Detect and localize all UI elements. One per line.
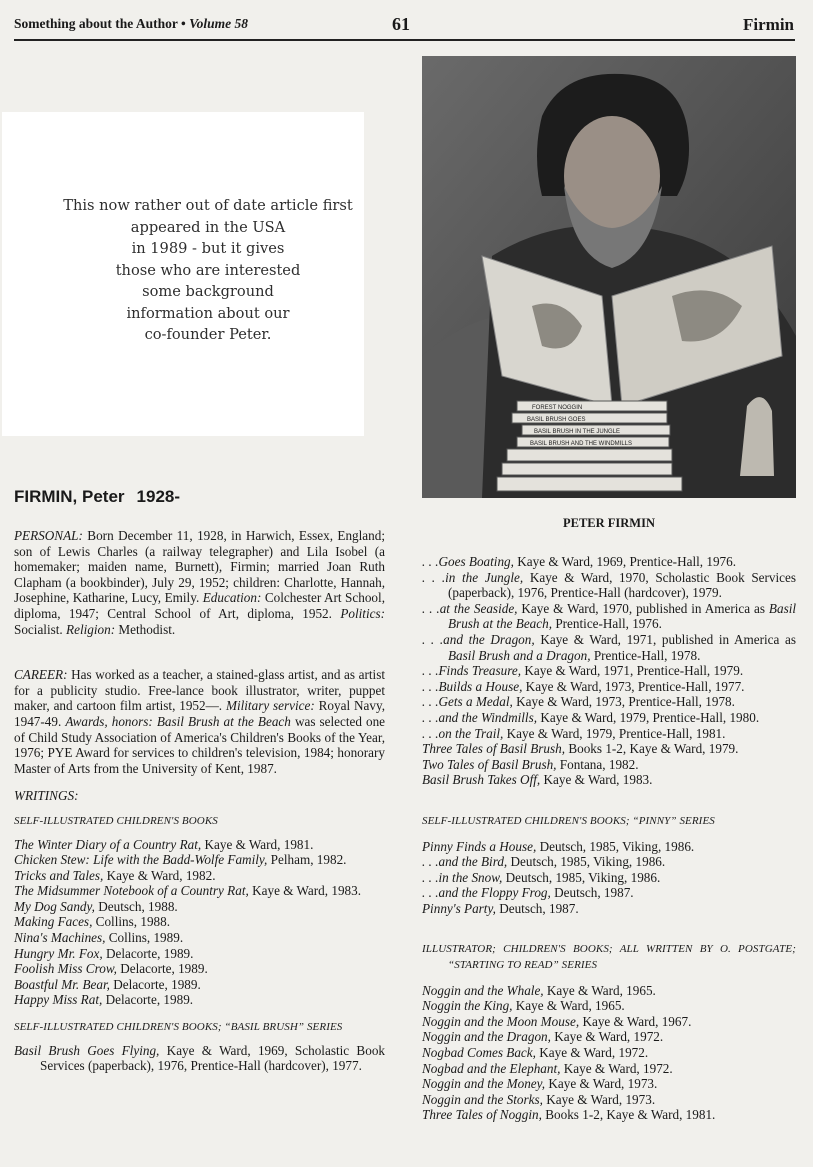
list-item: . . .Goes Boating, Kaye & Ward, 1969, Prentice-Hall, 1976.: [422, 554, 737, 569]
right-column: [422, 554, 796, 1123]
list-item: . . .in the Snow, Deutsch, 1985, Viking, 1986.: [422, 869, 661, 885]
list-item: Noggin and the Money, Kaye & Ward, 1973.: [422, 1076, 658, 1092]
section-heading-pinny: SELF-ILLUSTRATED CHILDREN'S BOOKS; “PINNY” SERIES: [422, 814, 715, 827]
running-header-journal: Something about the Author • Volume 58: [14, 16, 249, 31]
list-item: Foolish Miss Crow, Delacorte, 1989.: [14, 961, 208, 977]
list-item: Basil Brush Takes Off, Kaye & Ward, 1983.: [422, 772, 653, 788]
list-item: Three Tales of Basil Brush, Books 1-2, Kaye & Ward, 1979.: [422, 741, 739, 757]
list-item: . . .in the Jungle, Kaye & Ward, 1970, Scholastic Book Services (paperback), 1976, Prentice-Hall (hardcover), 1979.: [422, 569, 797, 601]
book-spine-3: BASIL BRUSH IN THE JUNGLE: [534, 429, 621, 435]
list-item: Noggin the King, Kaye & Ward, 1965.: [422, 998, 625, 1014]
list-item: Three Tales of Noggin, Books 1-2, Kaye & Ward, 1981.: [422, 1107, 716, 1123]
list-item: . . .and the Bird, Deutsch, 1985, Viking, 1986.: [422, 854, 666, 870]
list-item: . . .and the Floppy Frog, Deutsch, 1987.: [422, 885, 634, 901]
list-item: Two Tales of Basil Brush, Fontana, 1982.: [422, 756, 639, 772]
writings-heading: WRITINGS:: [14, 788, 79, 804]
list-item: . . .at the Seaside, Kaye & Ward, 1970, published in America as Basil Brush at the Beach, Prentice-Hall, 1976.: [422, 600, 797, 632]
list-item: Nina's Machines, Collins, 1989.: [14, 930, 184, 946]
left-column: [14, 528, 385, 1074]
list-item: . . .Finds Treasure, Kaye & Ward, 1971, Prentice-Hall, 1979.: [422, 663, 744, 679]
list-item: . . .Builds a House, Kaye & Ward, 1973, Prentice-Hall, 1977.: [422, 678, 745, 694]
section-heading-basil: SELF-ILLUSTRATED CHILDREN'S BOOKS; “BASIL BRUSH” SERIES: [14, 1021, 343, 1034]
list-item: . . .Gets a Medal, Kaye & Ward, 1973, Prentice-Hall, 1978.: [422, 694, 735, 710]
list-item: Basil Brush Goes Flying, Kaye & Ward, 1969, Scholastic Book Services (paperback), 1976, Prentice-Hall (hardcover), 1977.: [14, 1042, 386, 1074]
list-item: Pinny Finds a House, Deutsch, 1985, Viking, 1986.: [422, 838, 695, 854]
entry-title: FIRMIN, Peter 1928-: [14, 487, 181, 506]
list-item: Boastful Mr. Bear, Delacorte, 1989.: [14, 976, 201, 992]
author-photo: [422, 56, 796, 498]
list-item: . . .on the Trail, Kaye & Ward, 1979, Prentice-Hall, 1981.: [422, 725, 726, 741]
section-heading-noggin: ILLUSTRATOR; CHILDREN'S BOOKS; ALL WRITTEN BY O. POSTGATE; “STARTING TO READ” SERIES: [422, 943, 796, 972]
photo-caption: PETER FIRMIN: [562, 516, 656, 530]
book-spine-4: BASIL BRUSH AND THE WINDMILLS: [530, 441, 633, 447]
list-item: The Midsummer Notebook of a Country Rat, Kaye & Ward, 1983.: [14, 883, 362, 899]
noggin-list: [422, 983, 796, 1123]
list-item: Pinny's Party, Deutsch, 1987.: [422, 900, 579, 916]
list-item: Happy Miss Rat, Delacorte, 1989.: [14, 992, 194, 1008]
career-paragraph: CAREER: Has worked as a teacher, a stained-glass artist, and as artist for a publicity studio. Free-lance book illustrator, writer, puppet maker, and cartoon film artist, 1952—. Military service: Royal Navy, 1947-49. Awards, honors: Basil Brush at the Beach was selected one of Child Study Association of America's Children's Books of the Year, 1976; PYE Award for services to children's television, 1984; honorary Master of Arts from the University of Kent, 1987.: [14, 667, 386, 776]
list-item: The Winter Diary of a Country Rat, Kaye & Ward, 1981.: [14, 836, 314, 852]
book-spine-2: BASIL BRUSH GOES: [527, 417, 586, 423]
list-item: Tricks and Tales, Kaye & Ward, 1982.: [14, 867, 216, 883]
list-item: Making Faces, Collins, 1988.: [14, 914, 171, 930]
header-rule: [14, 39, 795, 41]
list-item: Chicken Stew: Life with the Badd-Wolfe Family, Pelham, 1982.: [14, 852, 347, 868]
list-item: Hungry Mr. Fox, Delacorte, 1989.: [14, 945, 194, 961]
author-photo-illustration: [422, 56, 796, 498]
section-heading-self: SELF-ILLUSTRATED CHILDREN'S BOOKS: [14, 814, 218, 827]
book-spine-1: FOREST NOGGIN: [532, 405, 583, 411]
list-item: Nogbad Comes Back, Kaye & Ward, 1972.: [422, 1045, 649, 1061]
personal-paragraph: PERSONAL: Born December 11, 1928, in Harwich, Essex, England; son of Lewis Charles (a railway telegrapher) and Lila Isobel (a homemaker; maiden name, Burnett), Firmin; married Joan Ruth Clapham (a bookbinder), July 29, 1952; children: Charlotte, Hannah, Josephine, Katharine, Lucy, Emily. Education: Colchester Art School, diploma, 1947; Central School of Art, diploma, 1952. Politics: Socialist. Religion: Methodist.: [14, 528, 386, 637]
list-item: My Dog Sandy, Deutsch, 1988.: [14, 898, 178, 914]
note-text: This now rather out of date article first appeared in the USA in 1989 - but it gives those who are interested some background information about our co-founder Peter.: [63, 197, 353, 343]
list-item: Noggin and the Whale, Kaye & Ward, 1965.: [422, 982, 656, 998]
list-item: Noggin and the Moon Mouse, Kaye & Ward, 1967.: [422, 1013, 692, 1029]
pinny-list: [422, 839, 796, 917]
basil-brush-list: [422, 554, 796, 788]
list-item: . . .and the Windmills, Kaye & Ward, 1979, Prentice-Hall, 1980.: [422, 709, 760, 725]
running-header-name: Firmin: [743, 15, 794, 34]
list-item: Nogbad and the Elephant, Kaye & Ward, 1972.: [422, 1060, 673, 1076]
list-item: Noggin and the Storks, Kaye & Ward, 1973.: [422, 1091, 656, 1107]
list-item: . . .and the Dragon, Kaye & Ward, 1971, published in America as Basil Brush and a Dragon, Prentice-Hall, 1978.: [422, 631, 797, 663]
list-item: Noggin and the Dragon, Kaye & Ward, 1972.: [422, 1029, 664, 1045]
page-number: 61: [392, 14, 410, 34]
self-illustrated-list: [14, 837, 385, 1009]
